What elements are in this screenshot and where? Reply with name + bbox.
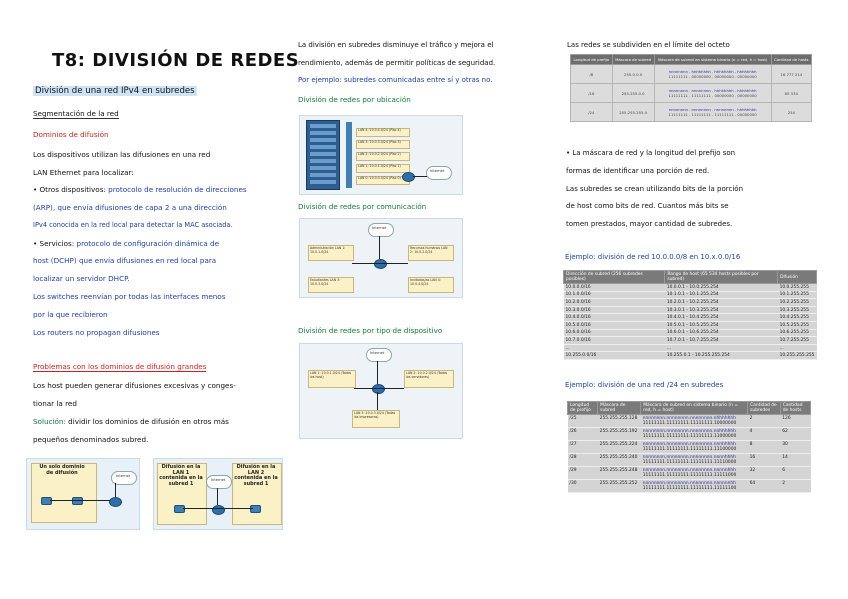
table-cell: nnnnnnnn.nnnnnnnn.nnnnnnnn.nnnnhhhh 11111111.11111111.11111111.11110000 [641,454,748,467]
table-cell: 2 [748,415,781,428]
text-line: IPv4 conocida en la red local para detectar la MAC asociada. [33,221,233,229]
table-row [564,329,817,337]
table-header: Máscara de subred [598,402,641,415]
text-line: Los routers no propagan difusiones [33,328,160,337]
location-diagram: LAN 4: 10.0.4.0/24 (Piso 4) LAN 3: 10.0.3.0/24 (Piso 3) LAN 2: 10.0.2.0/24 (Piso 2) LAN 1: 10.0.1.0/24 (Piso 1) LAN 0: 10.0.0.0/24 (Piso 0) Internet [299,115,463,195]
table-row [564,299,817,307]
table-row [568,480,811,493]
table-row [568,454,811,467]
octet-heading: Las redes se subdividen en el límite del octeto [567,41,730,49]
table-cell: 6 [780,467,810,480]
table-cell: 10.0.255.255 [778,284,817,292]
example2-title: Ejemplo: división de una red /24 en subredes [565,381,724,389]
subheading: Segmentación de la red [33,109,119,118]
table-header: Cantidad de subredes [748,402,781,415]
text-line: • La máscara de red y la longitud del prefijo son [566,149,736,157]
text-line: Los switches reenvían por todas las interfaces menos [33,292,226,301]
text-line: Los host pueden generar difusiones excesivas y conges- [33,381,236,390]
table-row [564,337,817,345]
table-cell: /30 [568,480,598,493]
table-row [564,291,817,299]
section-heading: División de una red IPv4 en subredes [35,86,195,96]
router-icon [212,505,225,515]
table-cell: 10.255.0.0/16 [564,352,665,360]
router-icon [374,259,387,269]
table-cell: 10.7.255.255 [778,337,817,345]
table-cell: 10.3.255.255 [778,306,817,314]
table-row [564,284,817,292]
solution-line: Solución: dividir los dominios de difusión en otros más [33,417,229,426]
single-broadcast-domain-diagram: Un solo dominio de difusión Internet [26,458,140,530]
switch-icon [174,505,185,513]
router-icon [372,384,385,394]
table-cell: 10.7.0.0/16 [564,337,665,345]
subnet-24-table [567,401,811,493]
switch-icon [72,497,83,505]
text-line: La división en subredes disminuye el tráfico y mejora el [298,41,494,49]
text-line: (ARP), que envía difusiones de capa 2 a una dirección [33,203,227,212]
table-header: Máscara de subred [612,55,654,65]
page-title: T8: DIVISIÓN DE REDES [52,50,300,71]
table-cell: 4 [748,428,781,441]
communication-heading: División de redes por comunicación [298,202,427,211]
table-cell: nnnnnnnn.nnnnnnnn.nnnnnnnn.nnnnnnhh 11111111.11111111.11111111.11111100 [641,480,748,493]
bullet-services: • Servicios: protocolo de configuración dinámica de [33,239,220,248]
text-line: tionar la red [33,399,77,408]
example-line: Por ejemplo: subredes comunicadas entre sí y otras no. [298,76,493,84]
table-cell: 64 [748,480,781,493]
text-line: tomen prestados, mayor cantidad de subredes. [566,220,733,228]
table-cell: 10.2.255.255 [778,299,817,307]
table-cell: nnnnnnnn.nnnnnnnn.nnnnnnnn.nnnnnhhh 11111111.11111111.11111111.11111000 [641,467,748,480]
table-cell: 10.5.255.255 [778,321,817,329]
text-line: host (DCHP) que envía difusiones en red local para [33,256,217,265]
table-row: /24 255.255.255.0 nnnnnnnn . nnnnnnnn . nnnnnnnn . hhhhhhhh 11111111 . 11111111 . 11111111 . 00000000 254 [571,103,812,122]
table-cell: /25 [568,415,598,428]
table-cell: 10.1.255.255 [778,291,817,299]
table-header: Cantidad de hosts [771,55,811,65]
table-row [564,306,817,314]
table-cell: 10.2.0.1 - 10.2.255.254 [665,299,778,307]
table-row: /8 255.0.0.0 nnnnnnnn . hhhhhhhh . hhhhhhhh . hhhhhhhh 11111111 . 00000000 . 00000000 . 00000000 16 777 214 [571,65,812,84]
table-cell: 10.0.0.0/16 [564,284,665,292]
table-cell: 10.1.0.0/16 [564,291,665,299]
table-header: Longitud de prefijo [568,402,598,415]
table-cell: 255.255.255.192 [598,428,641,441]
table-cell: ... [778,344,817,352]
table-cell: ... [665,344,778,352]
text-line: Las subredes se crean utilizando bits de la porción [566,185,744,193]
example1-title: Ejemplo: división de red 10.0.0.0/8 en 10.x.0.0/16 [565,253,741,261]
table-row: /16 255.255.0.0 nnnnnnnn . nnnnnnnn . hhhhhhhh . hhhhhhhh 11111111 . 11111111 . 00000000 . 00000000 65 534 [571,84,812,103]
octet-table [570,54,812,122]
communication-diagram: Administración LAN 1: 10.0.1.0/24 Recursos humanos LAN 2: 10.0.2.0/24 Estudiantes LAN 3: 10.0.3.0/24 Invitados/as LAN 4: 10.0.4.0/24 Internet [299,218,463,298]
table-cell: 10.3.0.1 - 10.3.255.254 [665,306,778,314]
text-line: LAN Ethernet para localizar: [33,168,134,177]
table-row [568,428,811,441]
location-heading: División de redes por ubicación [298,95,411,104]
broadcast-domains-title: Dominios de difusión [33,130,109,139]
table-row [568,441,811,454]
subnet-16-table [563,270,817,360]
building-icon [306,120,340,190]
table-cell: 10.255.0.1 - 10.255.255.254 [665,352,778,360]
bullet-other-devices: • Otros dispositivos: protocolo de resolución de direcciones [33,185,247,194]
router-icon [109,497,122,507]
table-row [568,415,811,428]
text-line: pequeños denominados subred. [33,435,149,444]
table-cell: 32 [748,467,781,480]
table-header: Máscara de subred en sistema binario (n = red, h = host) [654,55,771,65]
table-row [564,314,817,322]
table-cell: 10.5.0.1 - 10.5.255.254 [665,321,778,329]
switch-icon [41,497,52,505]
text-line: formas de identificar una porción de red. [566,167,710,175]
table-row [564,321,817,329]
table-header: Longitud de prefijo [571,55,613,65]
table-cell: /28 [568,454,598,467]
router-icon [402,172,415,182]
table-cell: 126 [780,415,810,428]
table-cell: 10.5.0.0/16 [564,321,665,329]
table-cell: 10.4.255.255 [778,314,817,322]
table-cell: 10.255.255.255 [778,352,817,360]
text-line: Los dispositivos utilizan las difusiones en una red [33,150,211,159]
switch-icon [250,505,261,513]
problems-title: Problemas con los dominios de difusión grandes [33,362,207,371]
device-heading: División de redes por tipo de dispositivo [298,326,443,335]
table-cell: 255.255.255.252 [598,480,641,493]
table-cell: 10.4.0.0/16 [564,314,665,322]
table-cell: 10.4.0.1 - 10.4.255.254 [665,314,778,322]
table-cell: 10.6.255.255 [778,329,817,337]
table-cell: 14 [780,454,810,467]
table-cell: 10.7.0.1 - 10.7.255.254 [665,337,778,345]
table-cell: /27 [568,441,598,454]
table-cell: 255.255.255.128 [598,415,641,428]
table-header: Cantidad de hosts [780,402,810,415]
table-cell: 10.0.0.1 - 10.0.255.254 [665,284,778,292]
table-header: Dirección de subred (256 subredes posibles) [564,271,665,284]
table-cell: 8 [748,441,781,454]
table-header: Máscara de subred en sistema binario (n = red, h = host) [641,402,748,415]
table-cell: 255.255.255.248 [598,467,641,480]
table-cell: 255.255.255.240 [598,454,641,467]
device-type-diagram: Internet LAN 1: 10.0.1.0/24 (Todos los host) LAN 2: 10.0.2.0/24 (Todos los servidores) LAN 3: 10.0.3.0/24 (Todas las impresoras) [299,343,463,439]
table-header: Difusión [778,271,817,284]
table-cell: 30 [780,441,810,454]
table-cell: /29 [568,467,598,480]
table-row [568,467,811,480]
text-line: rendimiento, además de permitir políticas de seguridad. [298,59,496,67]
split-broadcast-domain-diagram: Difusión en la LAN 1 contenida en la subred 1 Difusión en la LAN 2 contenida en la subred 1 Internet [153,458,283,530]
table-cell: 16 [748,454,781,467]
table-cell: nnnnnnnn.nnnnnnnn.nnnnnnnn.nhhhhhhh 11111111.11111111.11111111.10000000 [641,415,748,428]
table-cell: 2 [780,480,810,493]
table-cell: 10.6.0.0/16 [564,329,665,337]
text-line: localizar un servidor DHCP. [33,274,130,283]
table-header: Rango de host (65 534 hosts posibles por subred) [665,271,778,284]
table-row [564,344,817,352]
table-cell: 62 [780,428,810,441]
table-cell: 10.6.0.1 - 10.6.255.254 [665,329,778,337]
table-cell: 10.3.0.0/16 [564,306,665,314]
text-line: por la que recibieron [33,310,108,319]
table-cell: nnnnnnnn.nnnnnnnn.nnnnnnnn.nnnhhhhh 11111111.11111111.11111111.11100000 [641,441,748,454]
table-cell: ... [564,344,665,352]
table-cell: nnnnnnnn.nnnnnnnn.nnnnnnnn.nnhhhhhh 11111111.11111111.11111111.11000000 [641,428,748,441]
table-cell: 10.1.0.1 - 10.1.255.254 [665,291,778,299]
table-cell: 255.255.255.224 [598,441,641,454]
text-line: de host como bits de red. Cuantos más bits se [566,202,729,210]
table-cell: 10.2.0.0/16 [564,299,665,307]
table-row [564,352,817,360]
table-cell: /26 [568,428,598,441]
